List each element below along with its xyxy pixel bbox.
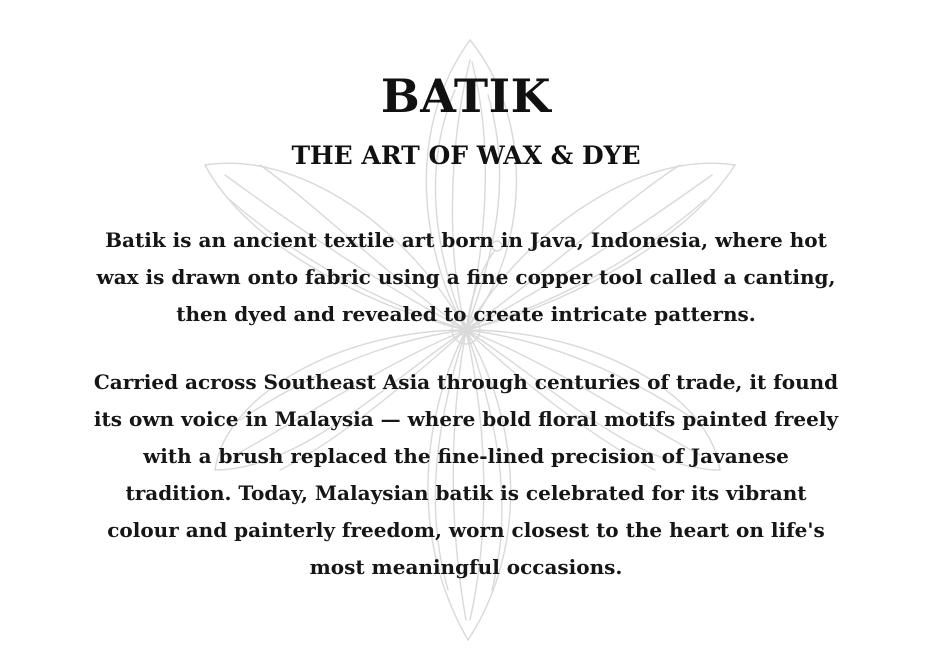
page-title: BATIK — [380, 69, 552, 123]
paragraph-line: most meaningful occasions. — [309, 555, 623, 579]
history-paragraph — [0, 364, 932, 586]
paragraph-line: with a brush replaced the fine-lined precision of Javanese — [143, 444, 789, 468]
paragraph-line: colour and painterly freedom, worn closest to the heart on life's — [107, 518, 825, 542]
paragraph-line: Batik is an ancient textile art born in Java, Indonesia, where hot — [105, 228, 827, 252]
paragraph-line: wax is drawn onto fabric using a fine copper tool called a canting, — [96, 265, 836, 289]
paragraph-line: its own voice in Malaysia — where bold floral motifs painted freely — [93, 407, 839, 431]
paragraph-line: tradition. Today, Malaysian batik is celebrated for its vibrant — [125, 481, 807, 505]
page-subtitle: THE ART OF WAX & DYE — [291, 141, 641, 170]
paragraph-line: Carried across Southeast Asia through centuries of trade, it found — [93, 370, 839, 394]
intro-paragraph — [0, 222, 932, 333]
paragraph-line: then dyed and revealed to create intricate patterns. — [176, 302, 756, 326]
